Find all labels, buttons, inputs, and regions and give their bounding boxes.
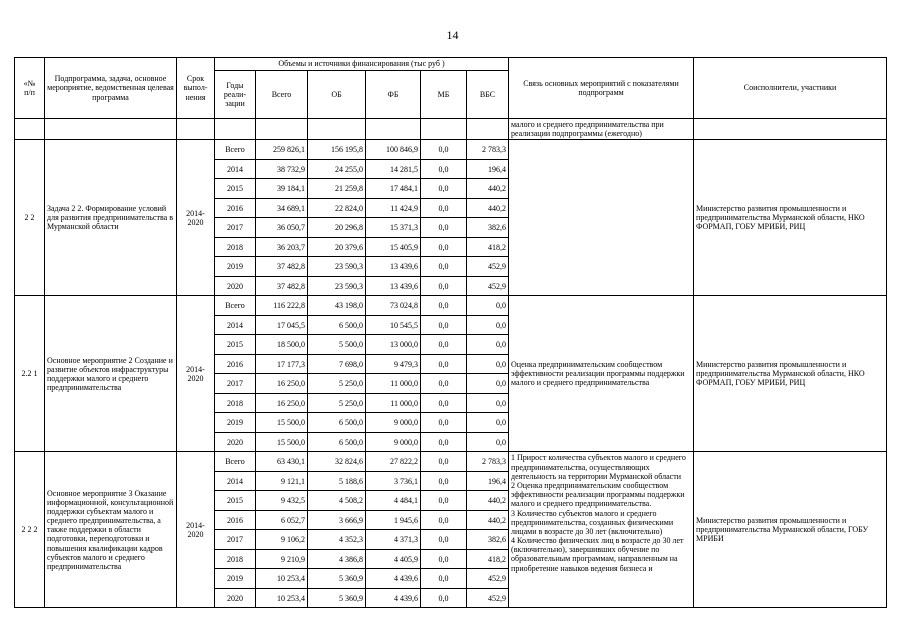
fb-cell: 11 000,0 <box>366 374 421 394</box>
vbs-cell: 0,0 <box>467 393 509 413</box>
fb-cell: 4 371,3 <box>366 530 421 550</box>
total-cell: 116 222,8 <box>256 296 308 316</box>
ob-cell: 5 250,0 <box>308 374 366 394</box>
total-cell: 63 430,1 <box>256 452 308 472</box>
total-cell: 9 432,5 <box>256 491 308 511</box>
vbs-cell: 440,2 <box>467 179 509 199</box>
mb-cell: 0,0 <box>421 510 467 530</box>
header-link: Связь основных мероприятий с показателями подпрограмм <box>509 58 694 119</box>
total-cell: 259 826,1 <box>256 140 308 160</box>
mb-cell: 0,0 <box>421 549 467 569</box>
mb-cell: 0,0 <box>421 198 467 218</box>
table-row <box>15 452 887 472</box>
fb-cell: 1 945,6 <box>366 510 421 530</box>
continuation-row <box>15 119 887 140</box>
section-link <box>509 140 694 296</box>
vbs-cell: 2 783,3 <box>467 140 509 160</box>
year-cell: 2014 <box>215 471 256 491</box>
year-cell: 2016 <box>215 510 256 530</box>
year-cell: Всего <box>215 296 256 316</box>
continuation-link: малого и среднего предпринимательства при реализации подпрограммы (ежегодно) <box>509 119 694 140</box>
fb-cell: 4 439,6 <box>366 569 421 589</box>
vbs-cell: 452,9 <box>467 276 509 296</box>
fb-cell: 17 484,1 <box>366 179 421 199</box>
fb-cell: 100 846,9 <box>366 140 421 160</box>
vbs-cell: 0,0 <box>467 335 509 355</box>
header-subprogram: Подпрограмма, задача, основное мероприятие, ведомственная целевая программа <box>45 58 177 119</box>
total-cell: 9 210,9 <box>256 549 308 569</box>
total-cell: 37 482,8 <box>256 257 308 277</box>
vbs-cell: 382,6 <box>467 530 509 550</box>
header-mb: МБ <box>421 71 467 119</box>
fb-cell: 10 545,5 <box>366 315 421 335</box>
mb-cell: 0,0 <box>421 140 467 160</box>
ob-cell: 23 590,3 <box>308 276 366 296</box>
total-cell: 9 121,1 <box>256 471 308 491</box>
mb-cell: 0,0 <box>421 569 467 589</box>
header-fb: ФБ <box>366 71 421 119</box>
fb-cell: 9 479,3 <box>366 354 421 374</box>
fb-cell: 9 000,0 <box>366 432 421 452</box>
year-cell: 2018 <box>215 237 256 257</box>
total-cell: 9 106,2 <box>256 530 308 550</box>
vbs-cell: 418,2 <box>467 237 509 257</box>
total-cell: 37 482,8 <box>256 276 308 296</box>
vbs-cell: 452,9 <box>467 257 509 277</box>
header-vbs: ВБС <box>467 71 509 119</box>
vbs-cell: 0,0 <box>467 413 509 433</box>
total-cell: 36 050,7 <box>256 218 308 238</box>
fb-cell: 3 736,1 <box>366 471 421 491</box>
vbs-cell: 452,9 <box>467 588 509 608</box>
total-cell: 39 184,1 <box>256 179 308 199</box>
mb-cell: 0,0 <box>421 452 467 472</box>
ob-cell: 4 508,2 <box>308 491 366 511</box>
table-row <box>15 140 887 160</box>
vbs-cell: 0,0 <box>467 354 509 374</box>
year-cell: 2020 <box>215 276 256 296</box>
fb-cell: 15 405,9 <box>366 237 421 257</box>
total-cell: 17 177,3 <box>256 354 308 374</box>
mb-cell: 0,0 <box>421 237 467 257</box>
year-cell: 2014 <box>215 159 256 179</box>
table-row <box>15 296 887 316</box>
year-cell: Всего <box>215 140 256 160</box>
ob-cell: 22 824,0 <box>308 198 366 218</box>
mb-cell: 0,0 <box>421 530 467 550</box>
fb-cell: 11 424,9 <box>366 198 421 218</box>
section-name: Основное мероприятие 2 Создание и развитие объектов инфраструктуры поддержки малого и среднего предпринимательства <box>45 296 177 452</box>
vbs-cell: 196,4 <box>467 159 509 179</box>
mb-cell: 0,0 <box>421 257 467 277</box>
year-cell: 2017 <box>215 374 256 394</box>
section-term: 2014-2020 <box>177 452 215 608</box>
total-cell: 16 250,0 <box>256 374 308 394</box>
header-financing: Объемы и источники финансирования (тыс руб ) <box>215 58 509 71</box>
total-cell: 15 500,0 <box>256 413 308 433</box>
mb-cell: 0,0 <box>421 315 467 335</box>
year-cell: 2018 <box>215 549 256 569</box>
total-cell: 6 052,7 <box>256 510 308 530</box>
vbs-cell: 440,2 <box>467 510 509 530</box>
mb-cell: 0,0 <box>421 335 467 355</box>
vbs-cell: 0,0 <box>467 296 509 316</box>
year-cell: 2017 <box>215 530 256 550</box>
year-cell: 2019 <box>215 413 256 433</box>
vbs-cell: 382,6 <box>467 218 509 238</box>
ob-cell: 5 188,6 <box>308 471 366 491</box>
section-link: 1 Прирост количества субъектов малого и среднего предпринимательства, осуществляющих деятельность на территории Мурманской области 2 Оценка предпринимательским сообществом эффективности реализации программы поддержки малого и среднего предпринимательства. 3 Количество субъектов малого и среднего предпринимательства, созданных физическими лицами в возрасте до 30 лет (включительно) 4 Количество физических лиц в возрасте до 30 лет (включительно), завершивших обучение по образовательным программам, направленным на приобретение навыков ведения бизнеса и <box>509 452 694 608</box>
vbs-cell: 2 783,3 <box>467 452 509 472</box>
fb-cell: 13 439,6 <box>366 257 421 277</box>
year-cell: 2016 <box>215 354 256 374</box>
ob-cell: 24 255,0 <box>308 159 366 179</box>
fb-cell: 14 281,5 <box>366 159 421 179</box>
ob-cell: 7 698,0 <box>308 354 366 374</box>
mb-cell: 0,0 <box>421 374 467 394</box>
header-years: Годы реали-зации <box>215 71 256 119</box>
year-cell: 2019 <box>215 569 256 589</box>
header-term: Срок выпол-нения <box>177 58 215 119</box>
total-cell: 18 500,0 <box>256 335 308 355</box>
year-cell: Всего <box>215 452 256 472</box>
total-cell: 16 250,0 <box>256 393 308 413</box>
ob-cell: 5 500,0 <box>308 335 366 355</box>
header-coexec: Соисполнители, участники <box>694 58 887 119</box>
year-cell: 2017 <box>215 218 256 238</box>
mb-cell: 0,0 <box>421 393 467 413</box>
total-cell: 10 253,4 <box>256 588 308 608</box>
vbs-cell: 452,9 <box>467 569 509 589</box>
total-cell: 38 732,9 <box>256 159 308 179</box>
header-ob: ОБ <box>308 71 366 119</box>
ob-cell: 5 360,9 <box>308 569 366 589</box>
vbs-cell: 0,0 <box>467 315 509 335</box>
year-cell: 2014 <box>215 315 256 335</box>
fb-cell: 73 024,8 <box>366 296 421 316</box>
financing-table <box>14 57 887 608</box>
ob-cell: 4 386,8 <box>308 549 366 569</box>
total-cell: 10 253,4 <box>256 569 308 589</box>
section-number: 2 2 2 <box>15 452 45 608</box>
page-number: 14 <box>446 28 459 42</box>
fb-cell: 13 000,0 <box>366 335 421 355</box>
ob-cell: 23 590,3 <box>308 257 366 277</box>
mb-cell: 0,0 <box>421 588 467 608</box>
year-cell: 2019 <box>215 257 256 277</box>
ob-cell: 4 352,3 <box>308 530 366 550</box>
mb-cell: 0,0 <box>421 159 467 179</box>
ob-cell: 5 250,0 <box>308 393 366 413</box>
year-cell: 2015 <box>215 335 256 355</box>
fb-cell: 4 484,1 <box>366 491 421 511</box>
year-cell: 2020 <box>215 588 256 608</box>
ob-cell: 5 360,9 <box>308 588 366 608</box>
fb-cell: 27 822,2 <box>366 452 421 472</box>
year-cell: 2018 <box>215 393 256 413</box>
header-total: Всего <box>256 71 308 119</box>
fb-cell: 15 371,3 <box>366 218 421 238</box>
vbs-cell: 0,0 <box>467 374 509 394</box>
ob-cell: 6 500,0 <box>308 432 366 452</box>
total-cell: 17 045,5 <box>256 315 308 335</box>
mb-cell: 0,0 <box>421 354 467 374</box>
section-term: 2014-2020 <box>177 296 215 452</box>
section-coexecutors: Министерство развития промышленности и предпринимательства Мурманской области, НКО ФОРМАП, ГОБУ МРИБИ, РИЦ <box>694 296 887 452</box>
section-term: 2014-2020 <box>177 140 215 296</box>
section-coexecutors: Министерство развития промышленности и предпринимательства Мурманской области, НКО ФОРМАП, ГОБУ МРИБИ, РИЦ <box>694 140 887 296</box>
year-cell: 2016 <box>215 198 256 218</box>
mb-cell: 0,0 <box>421 413 467 433</box>
fb-cell: 13 439,6 <box>366 276 421 296</box>
vbs-cell: 418,2 <box>467 549 509 569</box>
ob-cell: 20 379,6 <box>308 237 366 257</box>
total-cell: 36 203,7 <box>256 237 308 257</box>
ob-cell: 156 195,8 <box>308 140 366 160</box>
section-number: 2.2 1 <box>15 296 45 452</box>
total-cell: 15 500,0 <box>256 432 308 452</box>
fb-cell: 9 000,0 <box>366 413 421 433</box>
section-name: Задача 2 2. Формирование условий для развития предпринимательства в Мурманской области <box>45 140 177 296</box>
mb-cell: 0,0 <box>421 471 467 491</box>
mb-cell: 0,0 <box>421 179 467 199</box>
fb-cell: 11 000,0 <box>366 393 421 413</box>
mb-cell: 0,0 <box>421 432 467 452</box>
ob-cell: 6 500,0 <box>308 315 366 335</box>
vbs-cell: 196,4 <box>467 471 509 491</box>
mb-cell: 0,0 <box>421 296 467 316</box>
ob-cell: 21 259,8 <box>308 179 366 199</box>
mb-cell: 0,0 <box>421 218 467 238</box>
ob-cell: 3 666,9 <box>308 510 366 530</box>
vbs-cell: 0,0 <box>467 432 509 452</box>
ob-cell: 43 198,0 <box>308 296 366 316</box>
header-num: «№ п/п <box>15 58 45 119</box>
fb-cell: 4 405,9 <box>366 549 421 569</box>
section-name: Основное мероприятие 3 Оказание информационной, консультационной поддержки субъектам малого и среднего предпринимательства, а также поддержки в области подготовки, переподготовки и повышения квалификации кадров субъектов малого и среднего предпринимательства <box>45 452 177 608</box>
year-cell: 2020 <box>215 432 256 452</box>
total-cell: 34 689,1 <box>256 198 308 218</box>
ob-cell: 20 296,8 <box>308 218 366 238</box>
mb-cell: 0,0 <box>421 276 467 296</box>
ob-cell: 6 500,0 <box>308 413 366 433</box>
mb-cell: 0,0 <box>421 491 467 511</box>
vbs-cell: 440,2 <box>467 198 509 218</box>
vbs-cell: 440,2 <box>467 491 509 511</box>
fb-cell: 4 439,6 <box>366 588 421 608</box>
section-number: 2 2 <box>15 140 45 296</box>
year-cell: 2015 <box>215 179 256 199</box>
section-coexecutors: Министерство развития промышленности и предпринимательства Мурманской области, ГОБУ МРИБИ <box>694 452 887 608</box>
year-cell: 2015 <box>215 491 256 511</box>
ob-cell: 32 824,6 <box>308 452 366 472</box>
section-link: Оценка предпринимательским сообществом эффективности реализации программы поддержки малого и среднего предпринимательства <box>509 296 694 452</box>
